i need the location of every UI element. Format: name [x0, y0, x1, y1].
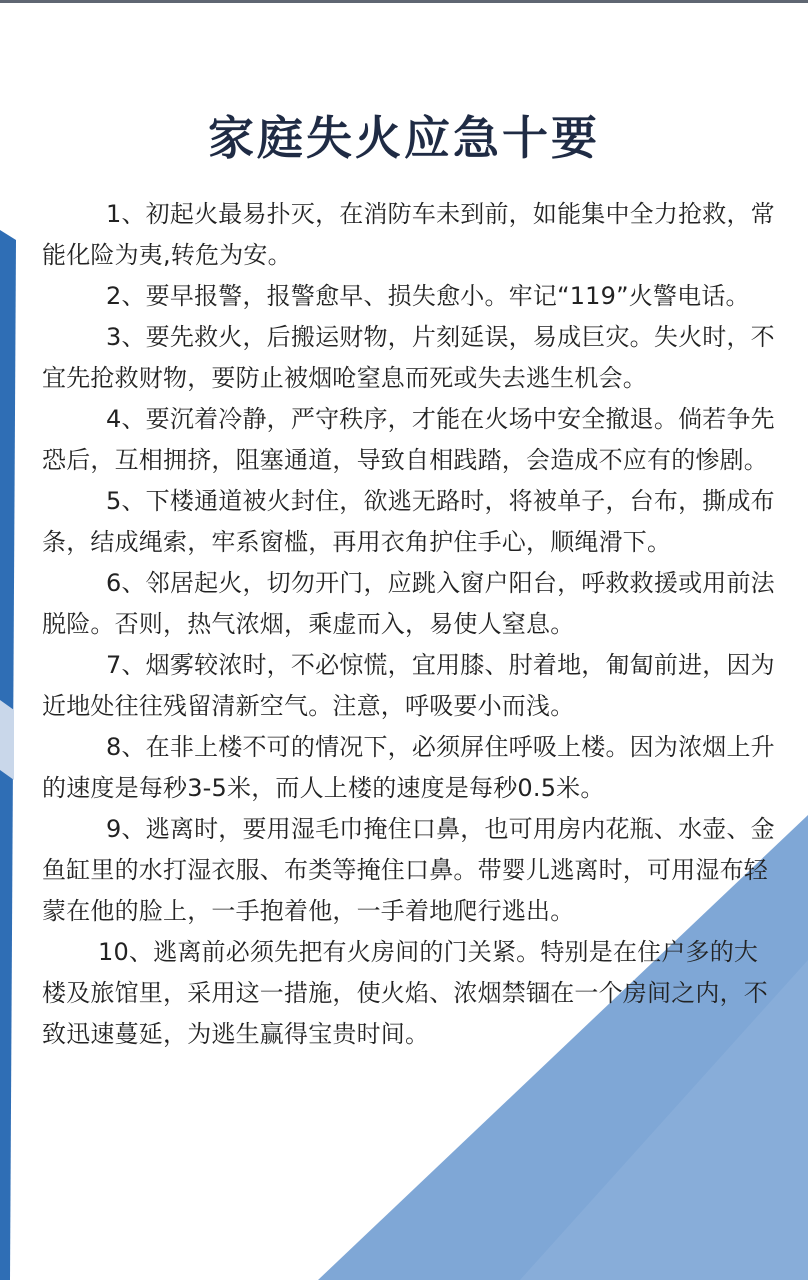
- tip-7: 7、烟雾较浓时，不必惊慌，宜用膝、肘着地，匍匐前进，因为近地处往往残留清新空气。注意，呼吸要小而浅。: [42, 651, 775, 720]
- tip-4: 4、要沉着冷静，严守秩序，才能在火场中安全撤退。倘若争先恐后，互相拥挤，阻塞通道，导致自相践踏，会造成不应有的惨剧。: [42, 405, 775, 474]
- tip-1: 1、初起火最易扑灭，在消防车未到前，如能集中全力抢救，常能化险为夷,转危为安。: [42, 200, 775, 269]
- tip-3: 3、要先救火，后搬运财物，片刻延误，易成巨灾。失火时，不宜先抢救财物，要防止被烟呛窒息而死或失去逃生机会。: [42, 323, 775, 392]
- tip-10: 10、逃离前必须先把有火房间的门关紧。特别是在住户多的大楼及旅馆里，采用这一措施，使火焰、浓烟禁锢在一个房间之内，不致迅速蔓延，为逃生赢得宝贵时间。: [42, 938, 768, 1048]
- left-edge-highlight: [0, 700, 14, 780]
- tip-8: 8、在非上楼不可的情况下，必须屏住呼吸上楼。因为浓烟上升的速度是每秒3-5米，而人上楼的速度是每秒0.5米。: [42, 733, 775, 802]
- tips-list: [42, 194, 782, 1055]
- page-title: 家庭失火应急十要: [208, 111, 600, 165]
- tip-2: 2、要早报警，报警愈早、损失愈小。牢记“119”火警电话。: [106, 282, 750, 310]
- tip-6: 6、邻居起火，切勿开门，应跳入窗户阳台，呼救救援或用前法脱险。否则，热气浓烟，乘虚而入，易使人窒息。: [42, 569, 775, 638]
- tip-9: 9、逃离时，要用湿毛巾掩住口鼻，也可用房内花瓶、水壶、金鱼缸里的水打湿衣服、布类等掩住口鼻。带婴儿逃离时，可用湿布轻蒙在他的脸上，一手抱着他，一手着地爬行逃出。: [42, 815, 775, 925]
- tip-5: 5、下楼通道被火封住，欲逃无路时，将被单子，台布，撕成布条，结成绳索，牢系窗槛，再用衣角护住手心，顺绳滑下。: [42, 487, 775, 556]
